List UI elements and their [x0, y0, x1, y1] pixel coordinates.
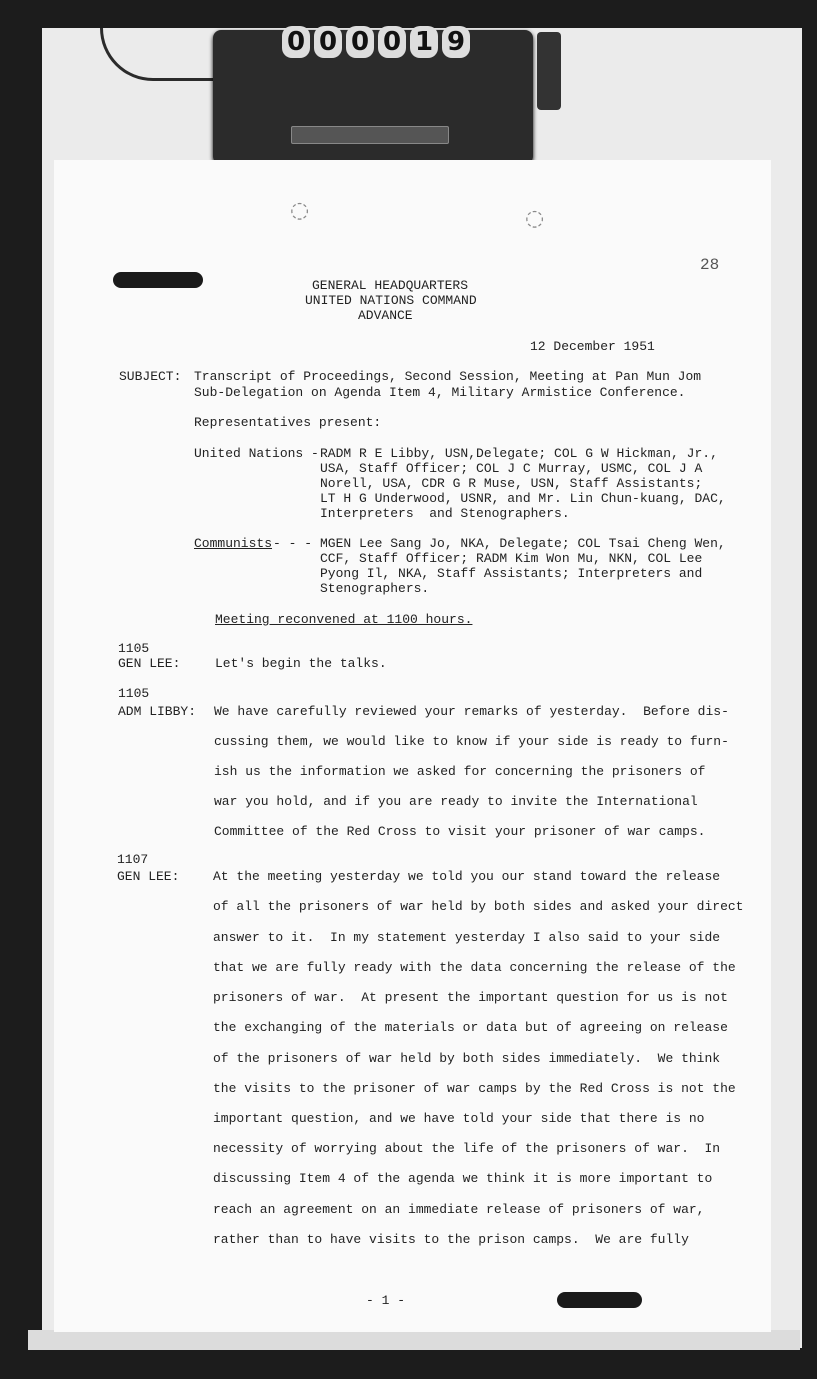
un-line: LT H G Underwood, USNR, and Mr. Lin Chun-kuang, DAC, — [320, 491, 726, 506]
entry-line: rather than to have visits to the prison camps. We are fully — [213, 1232, 689, 1247]
communists-line: CCF, Staff Officer; RADM Kim Won Mu, NKN, COL Lee — [320, 551, 703, 566]
reconvened-line: Meeting reconvened at 1100 hours. — [215, 612, 473, 627]
subject-line: Sub-Delegation on Agenda Item 4, Military Armistice Conference. — [194, 385, 686, 400]
representatives-label: Representatives present: — [194, 415, 382, 430]
counter-digit: 0 — [282, 26, 310, 58]
entry-line: ish us the information we asked for concerning the prisoners of — [214, 764, 706, 779]
communists-line: Stenographers. — [320, 581, 430, 596]
counter-digit: 0 — [378, 26, 406, 58]
entry-line: answer to it. In my statement yesterday I also said to your side — [213, 930, 721, 945]
heading-line-2: UNITED NATIONS COMMAND — [305, 293, 477, 308]
frame-counter-digits — [282, 26, 470, 60]
entry-line: At the meeting yesterday we told you our stand toward the release — [213, 869, 721, 884]
entry-time: 1105 — [118, 641, 150, 656]
document-date: 12 December 1951 — [530, 339, 655, 354]
entry-speaker: ADM LIBBY: — [118, 704, 197, 719]
footer-page-number: - 1 - — [366, 1293, 406, 1308]
entry-line: of all the prisoners of war held by both sides and asked your direct — [213, 899, 744, 914]
entry-line: that we are fully ready with the data concerning the release of the — [213, 960, 736, 975]
scanner-edge — [28, 1330, 800, 1350]
un-line: RADM R E Libby, USN,Delegate; COL G W Hickman, Jr., — [320, 446, 718, 461]
entry-time: 1107 — [117, 852, 149, 867]
entry-line: prisoners of war. At present the important question for us is not — [213, 990, 728, 1005]
entry-line: war you hold, and if you are ready to invite the International — [214, 794, 698, 809]
page-number-top: 28 — [700, 256, 720, 274]
entry-line: necessity of worrying about the life of the prisoners of war. In — [213, 1141, 721, 1156]
un-line: USA, Staff Officer; COL J C Murray, USMC, COL J A — [320, 461, 703, 476]
redaction-mark — [557, 1292, 642, 1308]
entry-line: of the prisoners of war held by both sides immediately. We think — [213, 1051, 721, 1066]
counter-knob — [537, 32, 561, 110]
subject-label: SUBJECT: — [119, 369, 182, 384]
entry-speaker: GEN LEE: — [118, 656, 181, 671]
communists-label: Communists — [194, 536, 273, 551]
entry-line: discussing Item 4 of the agenda we think it is more important to — [213, 1171, 713, 1186]
counter-digit: 0 — [314, 26, 342, 58]
entry-line: Let's begin the talks. — [215, 656, 387, 671]
heading-line-1: GENERAL HEADQUARTERS — [312, 278, 469, 293]
heading-line-3: ADVANCE — [358, 308, 413, 323]
counter-digit: 1 — [410, 26, 438, 58]
entry-line: the exchanging of the materials or data but of agreeing on release — [213, 1020, 728, 1035]
subject-line: Transcript of Proceedings, Second Session, Meeting at Pan Mun Jom — [194, 369, 702, 384]
counter-digit: 9 — [442, 26, 470, 58]
communists-line: MGEN Lee Sang Jo, NKA, Delegate; COL Tsai Cheng Wen, — [320, 536, 726, 551]
entry-line: reach an agreement on an immediate release of prisoners of war, — [213, 1202, 705, 1217]
redaction-mark — [113, 272, 203, 288]
entry-line: cussing them, we would like to know if your side is ready to furn- — [214, 734, 729, 749]
communists-dashes: - - - — [273, 536, 313, 551]
un-label: United Nations - — [194, 446, 319, 461]
entry-time: 1105 — [118, 686, 150, 701]
entry-line: the visits to the prisoner of war camps by the Red Cross is not the — [213, 1081, 736, 1096]
communists-line: Pyong Il, NKA, Staff Assistants; Interpreters and — [320, 566, 703, 581]
entry-speaker: GEN LEE: — [117, 869, 180, 884]
punch-hole-mark: ◌ — [290, 198, 310, 223]
punch-hole-mark: ◌ — [525, 206, 545, 231]
counter-digit: 0 — [346, 26, 374, 58]
entry-line: We have carefully reviewed your remarks of yesterday. Before dis- — [214, 704, 729, 719]
un-line: Interpreters and Stenographers. — [320, 506, 570, 521]
un-line: Norell, USA, CDR G R Muse, USN, Staff Assistants; — [320, 476, 703, 491]
entry-line: Committee of the Red Cross to visit your prisoner of war camps. — [214, 824, 706, 839]
entry-line: important question, and we have told your side that there is no — [213, 1111, 705, 1126]
counter-plate — [291, 126, 449, 144]
